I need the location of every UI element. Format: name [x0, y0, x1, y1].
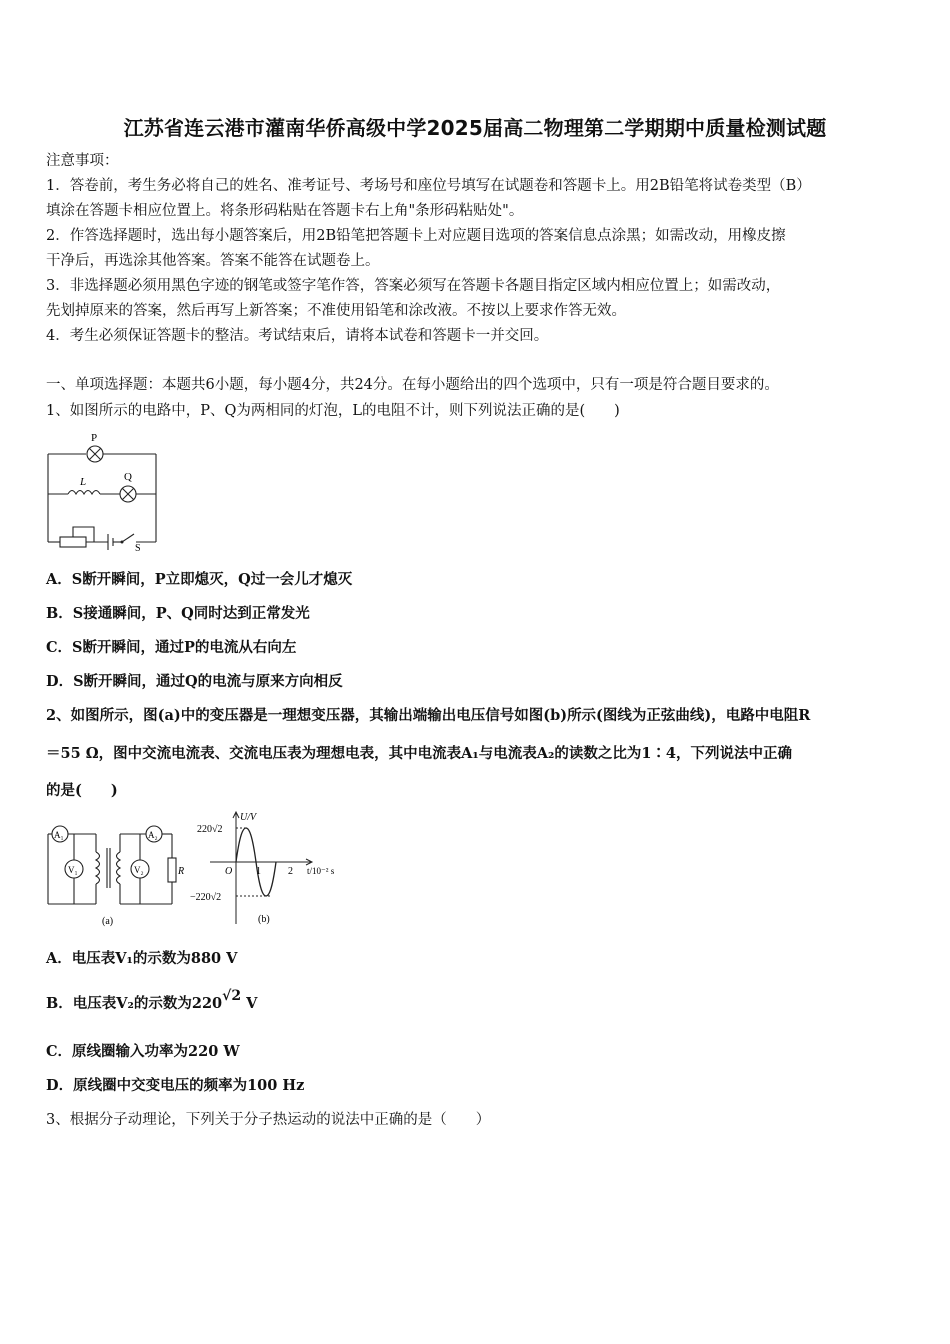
q2-option-b-text: B．电压表V₂的示数为220 [46, 995, 223, 1012]
label-s: S [135, 543, 141, 552]
q2-transformer-diagram [44, 816, 190, 932]
question-3-stem: 3、根据分子动理论，下列关于分子热运动的说法中正确的是（ ） [46, 1112, 491, 1128]
page-title: 江苏省连云港市灌南华侨高级中学2025届高二物理第二学期期中质量检测试题 [123, 116, 827, 140]
voltmeter-v1: V₁ [68, 865, 78, 875]
label-l: L [80, 476, 87, 488]
y-axis-label: U/V [240, 812, 257, 823]
notice-line: 2．作答选择题时，选出每小题答案后，用2B铅笔把答题卡上对应题目选项的答案信息点涂黑；如需改动，用橡皮擦 [46, 228, 786, 244]
origin-label: O [225, 866, 233, 877]
notice-line: 4．考生必须保证答题卡的整洁。考试结束后，请将本试卷和答题卡一并交回。 [46, 328, 549, 344]
q2-option-a[interactable]: A．电压表V₁的示数为880 V [46, 950, 238, 967]
ammeter-a1: A₁ [54, 830, 64, 840]
notice-line: 3．非选择题必须用黑色字迹的钢笔或签字笔作答，答案必须写在答题卡各题目指定区域内相应位置上；如需改动， [46, 278, 781, 294]
y-max-label: 220√2 [197, 824, 223, 835]
switch-pivot-icon [121, 541, 124, 544]
notice-line: 1．答卷前，考生务必将自己的姓名、准考证号、考场号和座位号填写在试题卷和答题卡上。用2B铅笔将试卷类型（B） [46, 178, 811, 194]
question-1-stem: 1、如图所示的电路中，P、Q为两相同的灯泡，L的电阻不计，则下列说法正确的是( ) [46, 403, 620, 419]
q2-option-d[interactable]: D．原线圈中交变电压的频率为100 Hz [46, 1077, 305, 1094]
notice-line: 干净后，再选涂其他答案。答案不能答在试题卷上。 [46, 253, 380, 269]
y-min-label: −220√2 [190, 892, 222, 903]
x-axis-label: t/10⁻² s [307, 866, 335, 876]
x-tick-2: 2 [288, 866, 293, 877]
question-2-stem-line3: 的是( ) [46, 782, 118, 799]
q2-option-c[interactable]: C．原线圈输入功率为220 W [46, 1043, 240, 1060]
figure-b-caption: (b) [258, 914, 270, 925]
figure-a-caption: (a) [102, 916, 114, 927]
question-2-stem-line1: 2、如图所示，图(a)中的变压器是一理想变压器，其输出端输出电压信号如图(b)所示(图线为正弦曲线)，电路中电阻R [46, 707, 811, 724]
q1-option-b[interactable]: B．S接通瞬间，P、Q同时达到正常发光 [46, 605, 310, 622]
q2-voltage-graph [190, 808, 350, 932]
q1-option-c[interactable]: C．S断开瞬间，通过P的电流从右向左 [46, 639, 297, 656]
sqrt-two: √2 [222, 988, 242, 1004]
notice-line: 先划掉原来的答案，然后再写上新答案；不准使用铅笔和涂改液。不按以上要求作答无效。 [46, 303, 626, 319]
notice-line: 填涂在答题卡相应位置上。将条形码粘贴在答题卡右上角"条形码粘贴处"。 [46, 203, 524, 219]
q1-option-d[interactable]: D．S断开瞬间，通过Q的电流与原来方向相反 [46, 673, 343, 690]
q2-option-b[interactable] [46, 988, 906, 1014]
question-2-stem-line2: ＝55 Ω，图中交流电流表、交流电压表为理想电表，其中电流表A₁与电流表A₂的读数之比为1∶4，下列说法中正确 [46, 745, 793, 762]
label-p: P [91, 432, 98, 444]
notice-heading: 注意事项： [46, 153, 119, 169]
label-q: Q [124, 471, 132, 483]
voltmeter-v2: V₂ [134, 865, 144, 875]
q2-option-b-unit: V [241, 995, 258, 1012]
q1-circuit-diagram [44, 430, 164, 552]
resistor-r: R [178, 866, 185, 877]
x-tick-1: 1 [256, 866, 261, 877]
ammeter-a2: A₂ [148, 830, 158, 840]
section-heading: 一、单项选择题：本题共6小题，每小题4分，共24分。在每小题给出的四个选项中，只有一项是符合题目要求的。 [46, 377, 779, 393]
q1-option-a[interactable]: A．S断开瞬间，P立即熄灭，Q过一会儿才熄灭 [46, 571, 353, 588]
